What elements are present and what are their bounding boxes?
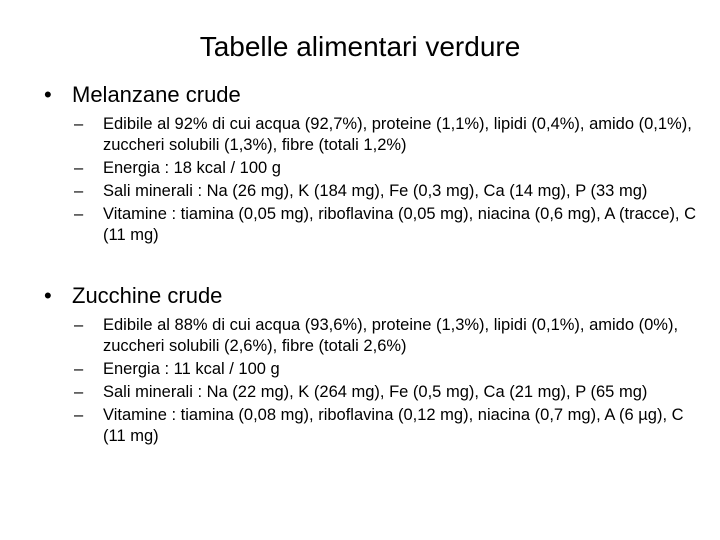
list-item-text: Sali minerali : Na (26 mg), K (184 mg), Fe (0,3 mg), Ca (14 mg), P (33 mg) <box>103 182 648 200</box>
bullet-icon: • <box>44 82 52 107</box>
bullet-item <box>44 283 684 309</box>
list-item-text: Energia : 18 kcal / 100 g <box>103 159 281 177</box>
section-zucchine <box>44 283 684 449</box>
list-item <box>74 359 700 380</box>
list-item-text: Sali minerali : Na (22 mg), K (264 mg), Fe (0,5 mg), Ca (21 mg), P (65 mg) <box>103 383 648 401</box>
list-item <box>74 114 700 156</box>
dash-icon: – <box>74 182 84 200</box>
section-heading: Zucchine crude <box>72 283 223 308</box>
section-melanzane <box>44 82 697 248</box>
dash-icon: – <box>74 316 84 334</box>
list-item-text: Edibile al 92% di cui acqua (92,7%), proteine (1,1%), lipidi (0,4%), amido (0,1%), zuccheri solubili (1,3%), fibre (totali 1,2%) <box>103 115 692 154</box>
section-heading: Melanzane crude <box>72 82 241 107</box>
list-item-text: Vitamine : tiamina (0,08 mg), riboflavina (0,12 mg), niacina (0,7 mg), A (6 µg), C (11 mg) <box>103 406 684 445</box>
sub-list <box>44 114 697 246</box>
dash-icon: – <box>74 406 84 424</box>
list-item-text: Vitamine : tiamina (0,05 mg), riboflavina (0,05 mg), niacina (0,6 mg), A (tracce), C (11 mg) <box>103 205 697 244</box>
dash-icon: – <box>74 360 84 378</box>
list-item <box>74 204 700 246</box>
list-item-text: Energia : 11 kcal / 100 g <box>103 360 280 378</box>
list-item <box>74 315 700 357</box>
slide-title: Tabelle alimentari verdure <box>199 31 521 62</box>
list-item <box>74 158 700 179</box>
dash-icon: – <box>74 205 84 223</box>
list-item <box>74 181 700 202</box>
bullet-icon: • <box>44 283 52 308</box>
dash-icon: – <box>74 383 84 401</box>
sub-list <box>44 315 684 447</box>
dash-icon: – <box>74 159 84 177</box>
list-item-text: Edibile al 88% di cui acqua (93,6%), proteine (1,3%), lipidi (0,1%), amido (0%), zuccheri solubili (2,6%), fibre (totali 2,6%) <box>103 316 679 355</box>
list-item <box>74 382 700 403</box>
list-item <box>74 405 700 447</box>
dash-icon: – <box>74 115 84 133</box>
bullet-item <box>44 82 684 108</box>
